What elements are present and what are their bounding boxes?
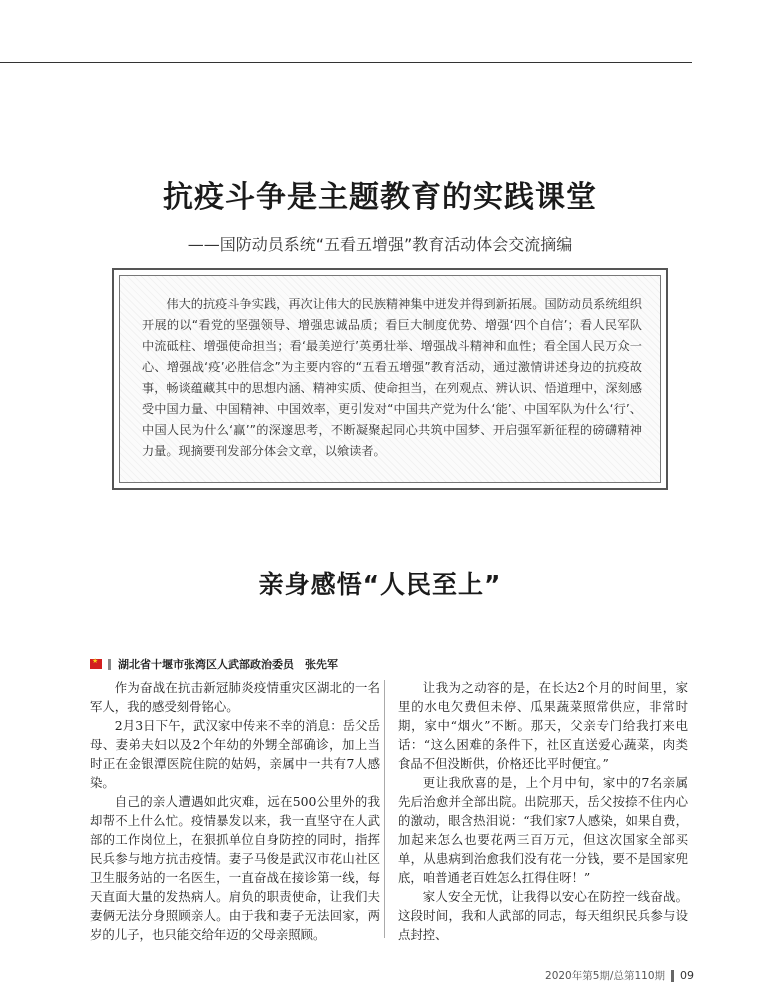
paragraph: 自己的亲人遭遇如此灾难，远在500公里外的我却帮不上什么忙。疫情暴发以来，我一直坚守在人武部的工作岗位上，在狠抓单位自身防控的同时，指挥民兵参与地方抗击疫情。妻子马俊是武汉市花山社区卫生服务站的一名医生，一直奋战在接诊第一线，每天直面大量的发热病人。肩负的职责使命，让我们夫妻俩无法分身照顾亲人。由于我和妻子无法回家，两岁的儿子，也只能交给年迈的父母亲照顾。 bbox=[90, 794, 380, 942]
left-column bbox=[90, 678, 380, 944]
page-number: 09 bbox=[680, 969, 694, 982]
flag-icon bbox=[90, 659, 102, 669]
paragraph: 让我为之动容的是，在长达2个月的时间里，家里的水电欠费但未停、瓜果蔬菜照常供应，非常时期，家中“烟火”不断。那天，父亲专门给我打来电话：“这么困难的条件下，社区直送爱心蔬菜，肉类食品不但没断供，价格还比平时便宜。” bbox=[398, 680, 688, 771]
summary-inner bbox=[119, 275, 661, 483]
summary-text: 伟大的抗疫斗争实践，再次让伟大的民族精神集中迸发并得到新拓展。国防动员系统组织开展的以“看党的坚强领导、增强忠诚品质；看巨大制度优势、增强‘四个自信’；看人民军队中流砥柱、增强使命担当；看‘最美逆行’英勇壮举、增强战斗精神和血性；看全国人民万众一心、增强战‘疫’必胜信念”为主要内容的“五看五增强”教育活动，通过激情讲述身边的抗疫故事，畅谈蕴藏其中的思想内涵、精神实质、使命担当，在列观点、辨认识、悟道理中，深刻感受中国力量、中国精神、中国效率，更引发对“中国共产党为什么‘能’、中国军队为什么‘行’、中国人民为什么‘赢’”的深邃思考，不断凝聚起同心共筑中国梦、开启强军新征程的磅礴精神力量。现摘要刊发部分体会文章，以飨读者。 bbox=[142, 297, 642, 458]
page-footer bbox=[545, 968, 694, 983]
author-line bbox=[90, 656, 338, 672]
separator-bar bbox=[108, 659, 111, 670]
column-divider bbox=[384, 680, 385, 938]
issue-info: 2020年第5期/总第110期 bbox=[545, 970, 665, 982]
paragraph: 作为奋战在抗击新冠肺炎疫情重灾区湖北的一名军人，我的感受刻骨铭心。 bbox=[90, 680, 380, 714]
article-subtitle: ——国防动员系统“五看五增强”教育活动体会交流摘编 bbox=[187, 235, 573, 254]
summary-box bbox=[112, 268, 668, 490]
author-name: 湖北省十堰市张湾区人武部政治委员 张先军 bbox=[118, 658, 338, 671]
right-column bbox=[398, 678, 688, 944]
paragraph: 家人安全无忧，让我得以安心在防控一线奋战。这段时间，我和人武部的同志，每天组织民兵参与设点封控、 bbox=[398, 889, 688, 942]
section-title: 亲身感悟“人民至上” bbox=[258, 570, 502, 599]
paragraph: 更让我欣喜的是，上个月中旬，家中的7名亲属先后治愈并全部出院。出院那天，岳父按捺不住内心的激动，眼含热泪说：“我们家7人感染，如果自费，加起来怎么也要花两三百万元，但这次国家全部买单，从患病到治愈我们没有花一分钱，要不是国家兜底，咱普通老百姓怎么扛得住呀！” bbox=[398, 775, 688, 885]
paragraph: 2月3日下午，武汉家中传来不幸的消息：岳父岳母、妻弟夫妇以及2个年幼的外甥全部确诊，加上当时正在金银潭医院住院的姑妈，亲属中一共有7人感染。 bbox=[90, 718, 380, 790]
footer-separator bbox=[671, 970, 674, 982]
article-title: 抗疫斗争是主题教育的实践课堂 bbox=[163, 180, 597, 215]
top-rule bbox=[0, 62, 692, 63]
